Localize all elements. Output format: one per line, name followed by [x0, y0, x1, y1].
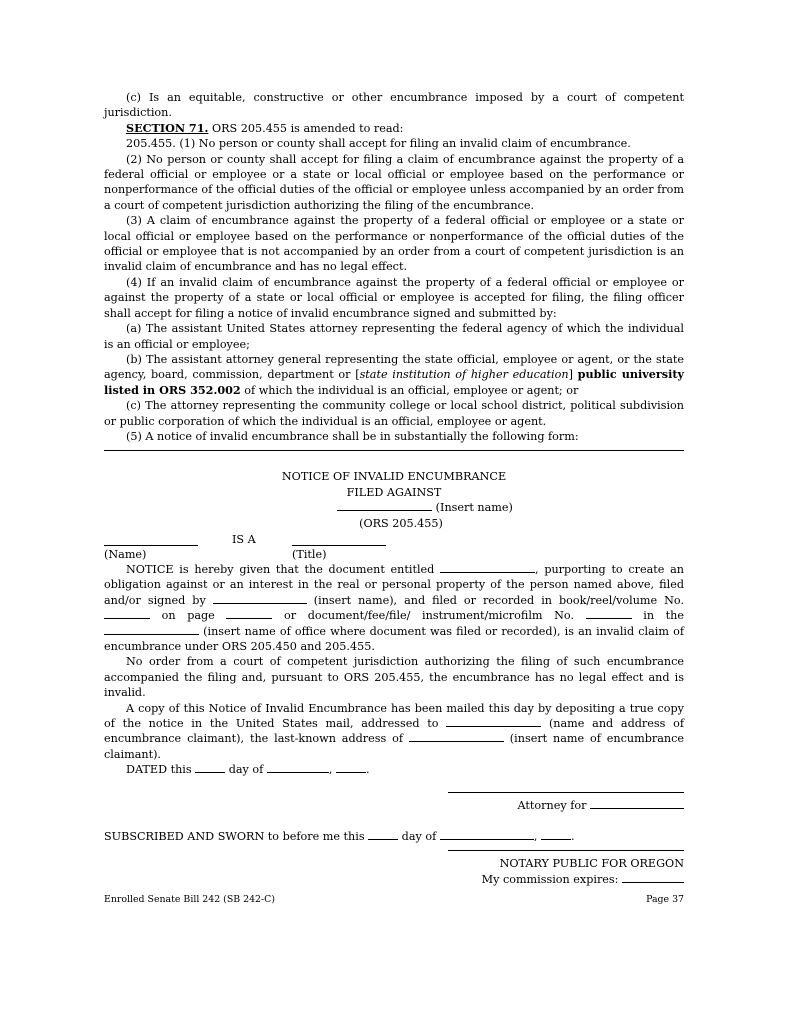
signature-line: [448, 792, 684, 793]
paragraph-c-continued: (c) Is an equitable, constructive or other encumbrance imposed by a court of competent jurisdiction.: [104, 91, 684, 120]
section-intro: ORS 205.455 is amended to read:: [208, 121, 404, 135]
blank-line: [104, 608, 150, 619]
blank-line: [541, 829, 571, 840]
copy-paragraph: [104, 701, 684, 763]
form-subtitle: FILED AGAINST: [346, 485, 442, 499]
blank-line: [622, 872, 684, 883]
blank-line: [586, 608, 632, 619]
blank-line: [440, 829, 534, 840]
blank-line: [446, 716, 541, 727]
subsection-5: (5) A notice of invalid encumbrance shall be in substantially the following form:: [126, 429, 579, 443]
copy-text: (name and address of encumbrance claimant), the last-known address of: [104, 717, 684, 746]
sworn-text: SUBSCRIBED AND SWORN to before me this: [104, 830, 369, 844]
notice-form: [104, 469, 684, 887]
blank-line: [226, 608, 272, 619]
paragraph-b-text: of which the individual is an official, employee or agent; or: [240, 383, 579, 397]
notice-text: or document/fee/file/ instrument/microfilm No.: [272, 609, 586, 623]
notice-text: in the: [631, 609, 684, 623]
blank-line: [195, 762, 225, 773]
title-label: (Title): [292, 547, 327, 561]
blank-line: [368, 829, 398, 840]
name-label: (Name): [104, 547, 147, 561]
commission-label: My commission expires:: [481, 872, 622, 886]
notice-text: NOTICE is hereby given that the document entitled: [126, 562, 441, 576]
page-footer: [104, 894, 684, 906]
dated-text: DATED this: [126, 763, 196, 777]
paragraph-b-text: (b) The assistant attorney general representing the state official, employee or agent, or the state agency, board, commission, department or [: [104, 352, 684, 382]
blank-line: [440, 562, 535, 573]
blank-line: [409, 731, 504, 742]
copy-text: (insert name of encumbrance claimant).: [104, 732, 684, 761]
subsection-3: (3) A claim of encumbrance against the property of a federal official or employee or a state or local official or employee based on the performance or nonperformance of the official duties of the official or employee that is not accompanied by an order from a court of competent jurisdiction is an invalid claim of encumbrance and has no legal effect.: [104, 214, 684, 274]
divider: [104, 450, 684, 451]
name-title-row: [104, 531, 684, 562]
footer-bill-name: Enrolled Senate Bill 242 (SB 242-C): [104, 894, 276, 905]
paragraph-c: (c) The attorney representing the community college or local school district, political subdivision or public corporation of which the individual is an official, employee or agent.: [104, 399, 684, 428]
section-71-heading: [104, 121, 684, 136]
document-page: [104, 90, 684, 887]
form-title: NOTICE OF INVALID ENCUMBRANCE: [281, 470, 507, 484]
blank-line: [590, 798, 684, 809]
blank-line: [336, 762, 366, 773]
subsection-4: (4) If an invalid claim of encumbrance against the property of a federal official or employee or against the property of a state or local official or employee is accepted for filing, the filing officer shall accept for filing a notice of invalid encumbrance signed and submitted by:: [104, 275, 684, 320]
new-text: public university listed in ORS 352.002: [104, 367, 685, 397]
paragraph-b-text: ]: [568, 368, 578, 382]
insert-name-label: (Insert name): [435, 501, 513, 515]
sworn-text: day of: [398, 830, 440, 844]
ors-reference: (ORS 205.455): [359, 516, 443, 530]
no-order-paragraph: No order from a court of competent jurisdiction authorizing the filing of such encumbrance accompanied the filing and, pursuant to ORS 205.455, the encumbrance has no legal effect and is invalid.: [104, 655, 684, 700]
section-number: SECTION 71.: [126, 120, 209, 135]
copy-text: A copy of this Notice of Invalid Encumbrance has been mailed this day by depositing a true copy of the notice in the United States mail, addressed to: [104, 701, 684, 731]
blank-line: [213, 593, 307, 604]
subsection-1: 205.455. (1) No person or county shall accept for filing an invalid claim of encumbrance.: [126, 137, 631, 151]
subsection-2: (2) No person or county shall accept for filing a claim of encumbrance against the property of a federal official or employee or a state or local official or employee based on the performance or nonperformance of the official duties of the official or employee unless accompanied by an order from a court of competent jurisdiction authorizing the filing of the encumbrance.: [104, 152, 684, 212]
sworn-line: SUBSCRIBED AND SWORN to before me this day of , .: [104, 830, 575, 844]
attorney-for-line: [104, 798, 684, 813]
blank-line: [104, 624, 199, 635]
paragraph-a: (a) The assistant United States attorney representing the federal agency of which the individual is an official or employee;: [104, 322, 684, 351]
insert-name-line: [104, 500, 684, 515]
notice-paragraph: [104, 562, 684, 654]
deleted-text: state institution of higher education: [359, 368, 569, 382]
dated-text: day of: [225, 763, 267, 777]
name-blank: [104, 535, 198, 546]
commission-line: [104, 872, 684, 887]
blank-line: [337, 500, 432, 511]
notice-text: , purporting to create an obligation against or an interest in the real or personal property of the person named above, filed and/or signed by: [104, 562, 685, 607]
blank-line: [267, 762, 329, 773]
attorney-for-label: Attorney for: [517, 798, 590, 812]
notice-text: (insert name), and filed or recorded in book/reel/volume No.: [306, 593, 684, 607]
title-blank: [292, 535, 386, 546]
notary-label: NOTARY PUBLIC FOR OREGON: [499, 857, 684, 871]
is-a-label: IS A: [232, 532, 256, 546]
notary-signature-line: [448, 850, 684, 851]
dated-line: DATED this day of , .: [126, 763, 370, 777]
notice-text: on page: [150, 609, 227, 623]
footer-page-number: Page 37: [646, 894, 684, 905]
paragraph-b: [104, 352, 684, 398]
notice-text: (insert name of office where document was filed or recorded), is an invalid claim of encumbrance under ORS 205.450 and 205.455.: [104, 624, 684, 653]
